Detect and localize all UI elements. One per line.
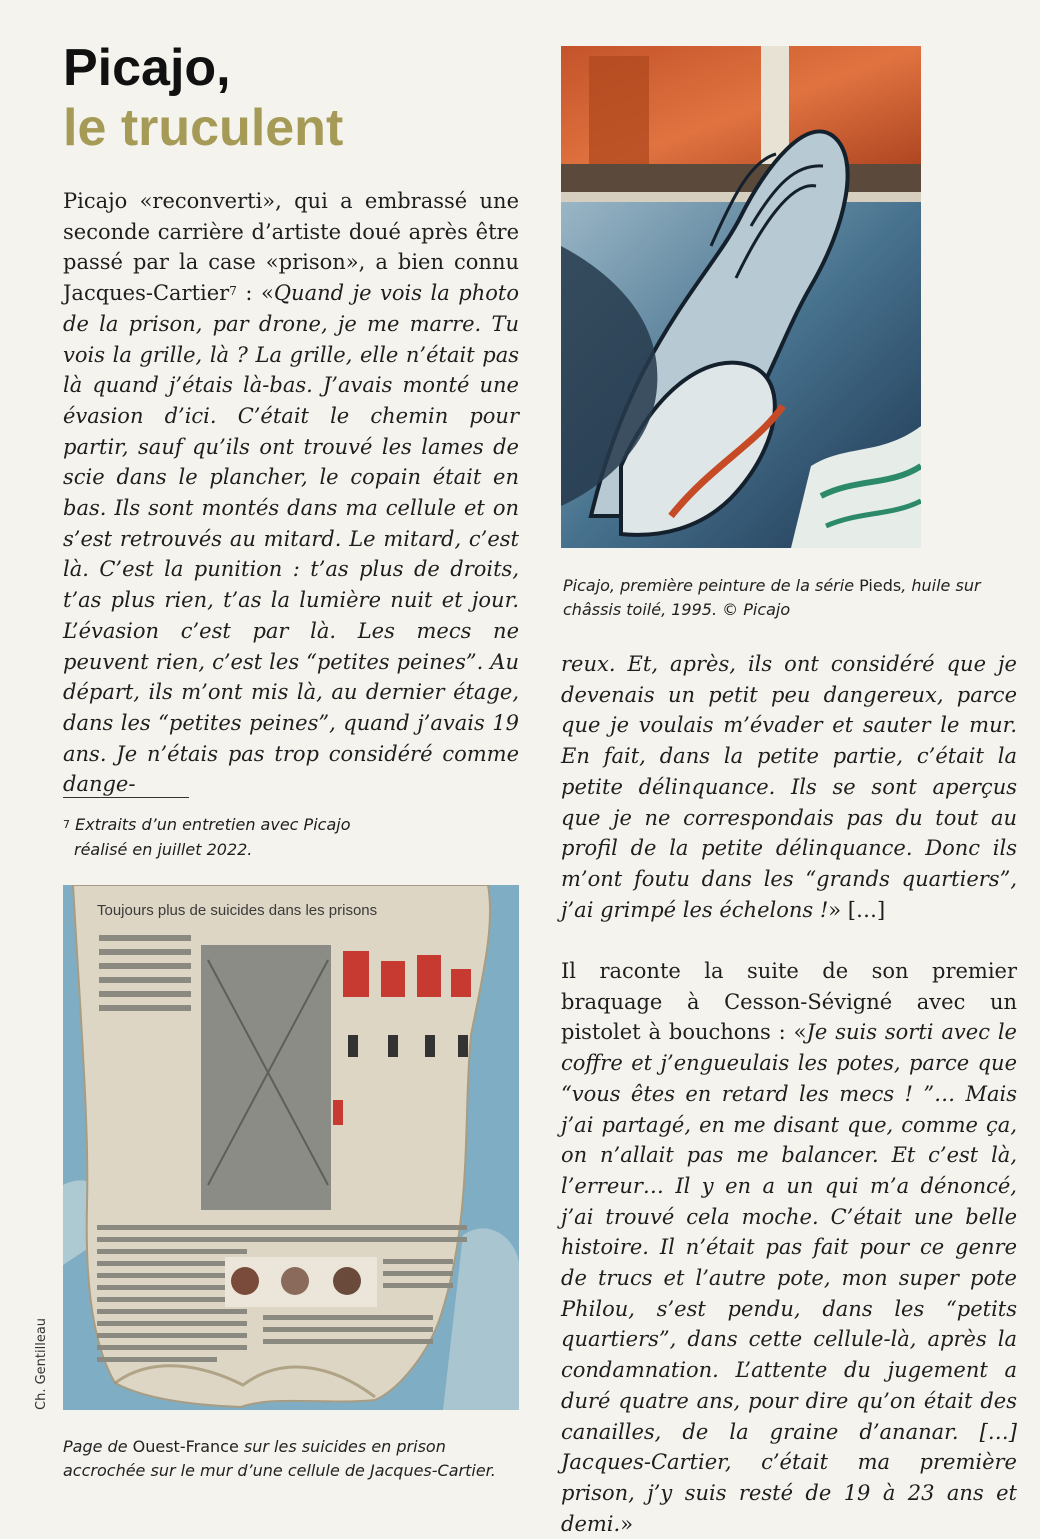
footnote-line-1: Extraits d’un entretien avec Picajo [75, 815, 351, 834]
footnote-line-2: réalisé en juillet 2022. [74, 840, 253, 859]
footnote-divider [63, 797, 189, 798]
article-column-right-2 [561, 956, 1017, 1539]
footnote-number: 7 [63, 818, 70, 831]
newspaper-illustration [63, 885, 519, 1410]
caption-series-name: Pieds [859, 576, 902, 595]
quote-text: Quand je vois la photo de la prison, par drone, je me marre. Tu vois la grille, là ? La grille, elle n’était pas là quand j’étais là-bas. J’avais monté une évasion d’ici. C’était le chemin pour partir, sauf qu’ils ont trouvé les lames de scie dans le plancher, le copain était en bas. Ils sont montés dans ma cellule et on s’est retrouvés au mitard. Le mitard, c’est là. C’est la punition : t’as plus de droits, t’as plus rien, t’as la lumière nuit et jour. L’évasion c’est par là. Les mecs ne peuvent rien, c’est les “petites peines”. Au départ, ils m’ont mis là, au dernier étage, dans les “petites peines”, quand j’avais 19 ans. Je n’étais pas trop considéré comme dange- [63, 281, 519, 797]
title-line-2: le truculent [63, 99, 344, 157]
title-line-1: Picajo, [63, 39, 231, 97]
paragraph-intro: Picajo «reconverti», qui a embrassé une seconde carrière d’artiste doué après être passé par la case «prison», a bien connu Jacques-Cartier [63, 189, 519, 306]
quote-text-2: Je suis sorti avec le coffre et j’engueulais les potes, parce que “vous êtes en retard les mecs ! ”… Mais j’ai partagé, en me disant que, comme ça, on n’allait pas me balancer. Et c’est là, l’erreur… Il y en a un qui m’a dénoncé, j’ai trouvé cela moche. C’était une belle histoire. Il n’était pas fait pour ce genre de trucs et l’autre pote, mon super pote Philou, s’est pendu, dans les “petits quartiers”, dans cette cellule-là, après la condamnation. L’attente du jugement a duré quatre ans, pour dire qu’on était des canailles, de la graine d’ananar. […] Jacques-Cartier, c’était ma première prison, j’y suis resté de 19 à 23 ans et demi. [561, 1020, 1017, 1536]
article-column-right-1 [561, 649, 1017, 925]
caption-text-end: sur les suicides en prison accrochée sur le mur d’une cellule de Jacques-Cartier. [63, 1437, 496, 1480]
painting-caption [563, 574, 983, 622]
paragraph-intro-2: Il raconte la suite de son premier braquage à Cesson-Sévigné avec un pistolet à bouchons : « [561, 959, 1017, 1045]
newspaper-headline: Toujours plus de suicides dans les prisons [97, 902, 378, 919]
newspaper-caption [63, 1435, 503, 1483]
photo-credit: Ch. Gentilleau [34, 1317, 49, 1410]
article-column-left [63, 186, 519, 800]
quote-continuation: reux. Et, après, ils ont considéré que je devenais un petit peu dangereux, parce que je voulais m’évader et sauter le mur. En fait, dans la petite partie, c’était la petite délinquance. Ils se sont aperçus que je ne correspondais pas du tout au profil de la petite délinquance. Donc ils m’ont foutu dans les “grands quartiers”, j’ai grimpé les échelons ! [561, 652, 1017, 922]
caption-text: Page de [63, 1437, 133, 1456]
caption-text-end: , huile sur châssis toilé, 1995. © Picajo [563, 576, 981, 619]
newspaper-photo [63, 885, 519, 1410]
page-title [63, 38, 343, 158]
quote-open: : « [236, 281, 274, 306]
quote-close-2: » [620, 1511, 634, 1536]
caption-text: Picajo, première peinture de la série [563, 576, 860, 595]
caption-newspaper-name: Ouest-France [132, 1437, 239, 1456]
quote-close: » […] [828, 897, 886, 922]
footnote-reference[interactable]: 7 [229, 284, 237, 299]
painting-image [561, 46, 921, 548]
footnote [63, 812, 393, 862]
painting-feet-illustration [561, 46, 921, 548]
